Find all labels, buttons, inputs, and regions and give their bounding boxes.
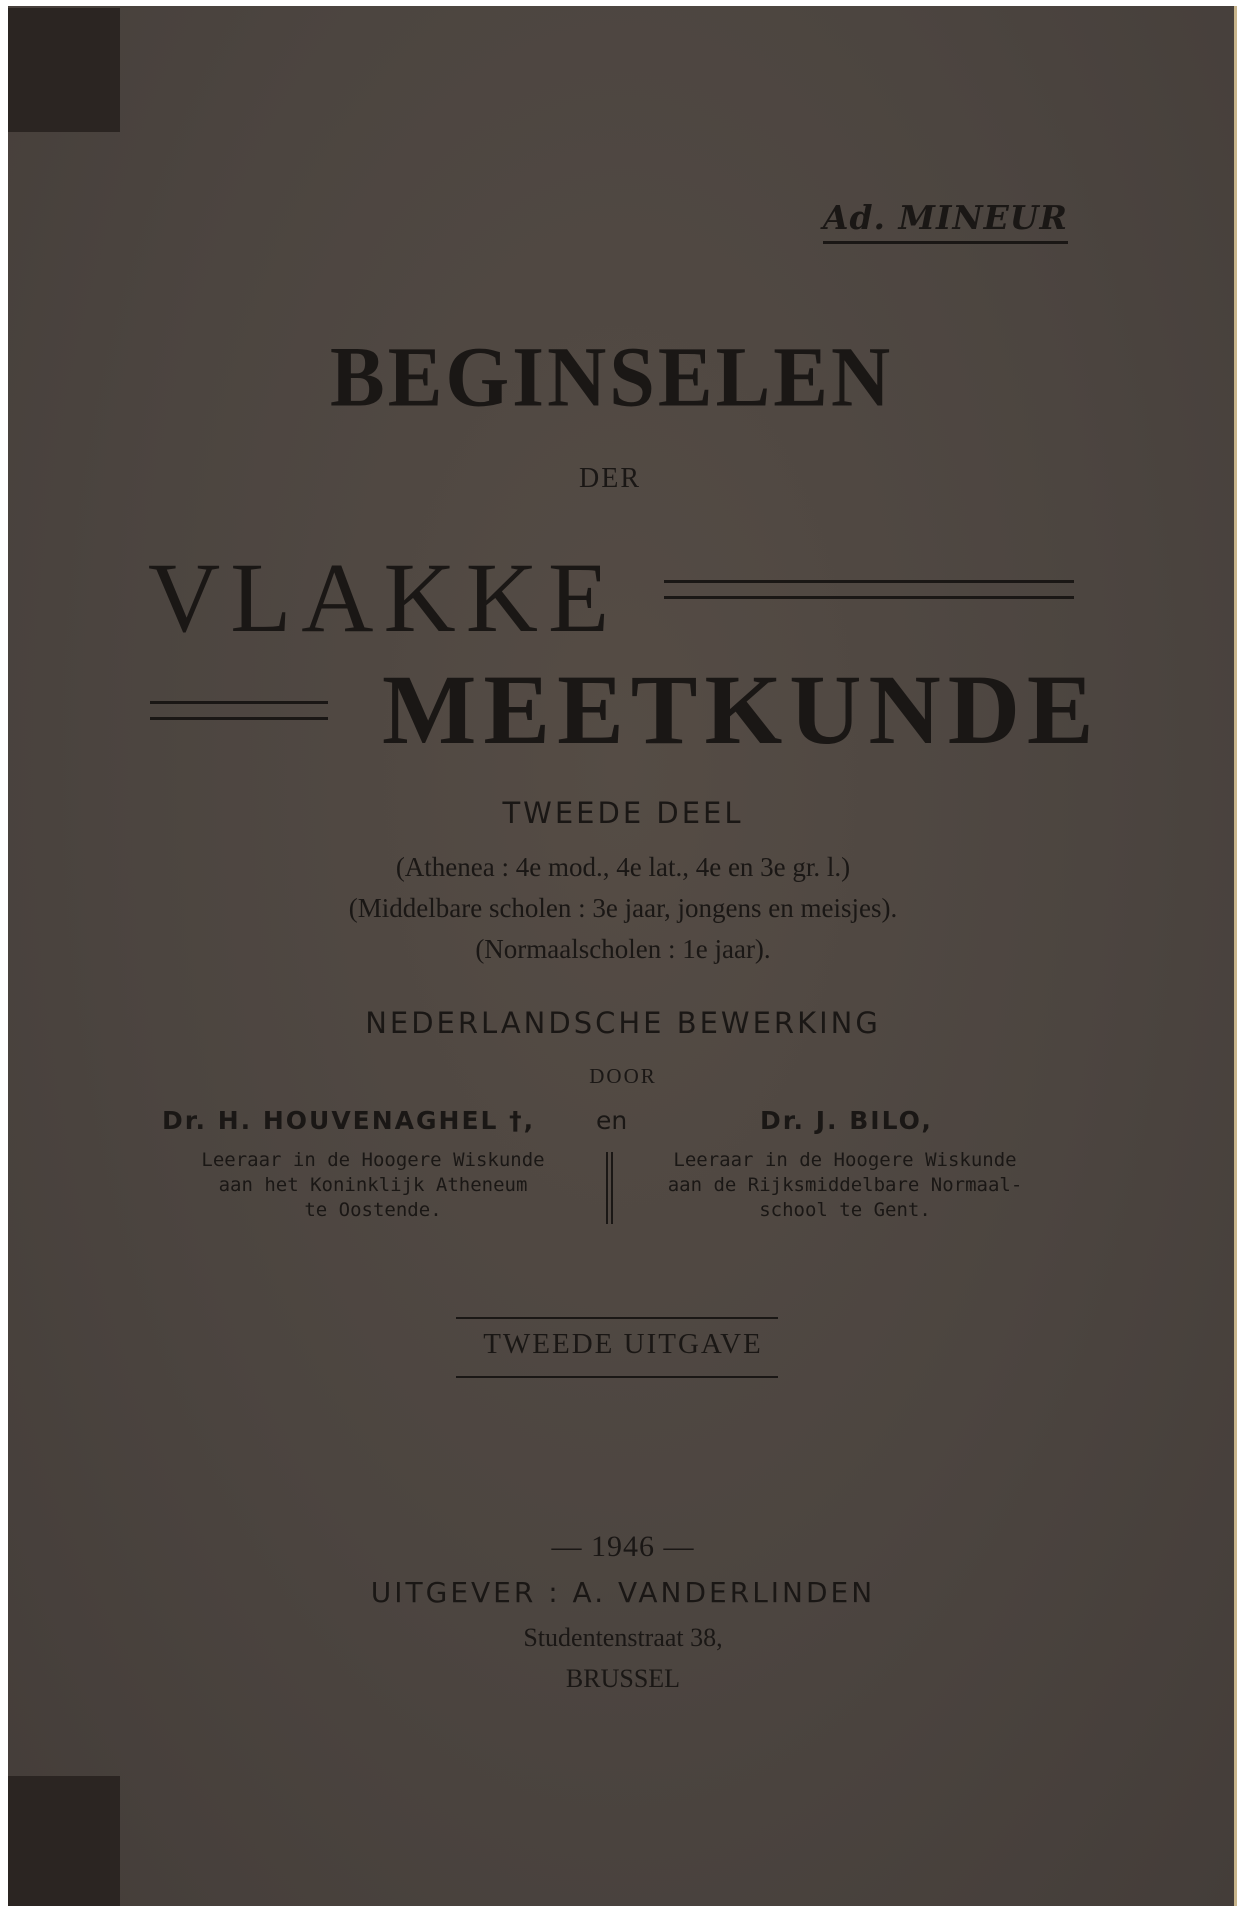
affiliation-line: school te Gent. xyxy=(759,1199,931,1221)
title-der: DER xyxy=(579,463,641,494)
edition-rule-bottom xyxy=(456,1376,778,1378)
adaptation-label: NEDERLANDSCHE BEWERKING xyxy=(365,1006,881,1040)
coauthor-name: Dr. J. BILO, xyxy=(760,1106,933,1135)
affiliation-line: Leeraar in de Hoogere Wiskunde xyxy=(673,1149,1017,1171)
coauthor-affiliation xyxy=(630,1148,1060,1223)
title-vlakke: VLAKKE xyxy=(148,542,620,653)
title-beginselen: BEGINSELEN xyxy=(330,328,894,425)
affiliation-line: Leeraar in de Hoogere Wiskunde xyxy=(201,1149,545,1171)
edition-rule-top xyxy=(456,1317,778,1319)
title-meetkunde: MEETKUNDE xyxy=(382,654,1101,765)
coauthor-name: Dr. H. HOUVENAGHEL †, xyxy=(162,1106,536,1135)
publication-year: — 1946 — xyxy=(551,1530,695,1563)
course-line: (Athenea : 4e mod., 4e lat., 4e en 3e gr. l.) xyxy=(395,852,851,882)
publisher-address: Studentenstraat 38, xyxy=(523,1623,723,1652)
binding-tape-bottom xyxy=(8,1776,120,1906)
publisher-city: BRUSSEL xyxy=(565,1664,681,1693)
title-rule-left-upper xyxy=(150,701,328,704)
edition-label: TWEEDE UITGAVE xyxy=(483,1328,763,1360)
affiliation-divider xyxy=(606,1152,608,1224)
course-line: (Normaalscholen : 1e jaar). xyxy=(475,934,771,964)
affiliation-line: te Oostende. xyxy=(304,1199,442,1221)
author-block xyxy=(808,198,1068,244)
course-line: (Middelbare scholen : 3e jaar, jongens en meisjes). xyxy=(348,893,898,923)
coauthor-affiliation xyxy=(168,1148,578,1223)
part-label: TWEEDE DEEL xyxy=(502,796,744,830)
title-rule-right-lower xyxy=(664,596,1074,599)
affiliation-line: aan de Rijksmiddelbare Normaal- xyxy=(667,1174,1023,1196)
by-label: DOOR xyxy=(589,1064,657,1088)
and-label: en xyxy=(596,1106,628,1135)
title-rule-right-upper xyxy=(664,580,1074,583)
affiliation-line: aan het Koninklijk Atheneum xyxy=(218,1174,528,1196)
author-name: Ad. MINEUR xyxy=(823,198,1068,244)
publisher: UITGEVER : A. VANDERLINDEN xyxy=(370,1576,876,1609)
binding-tape-top xyxy=(8,8,120,132)
title-rule-left-lower xyxy=(150,717,328,720)
